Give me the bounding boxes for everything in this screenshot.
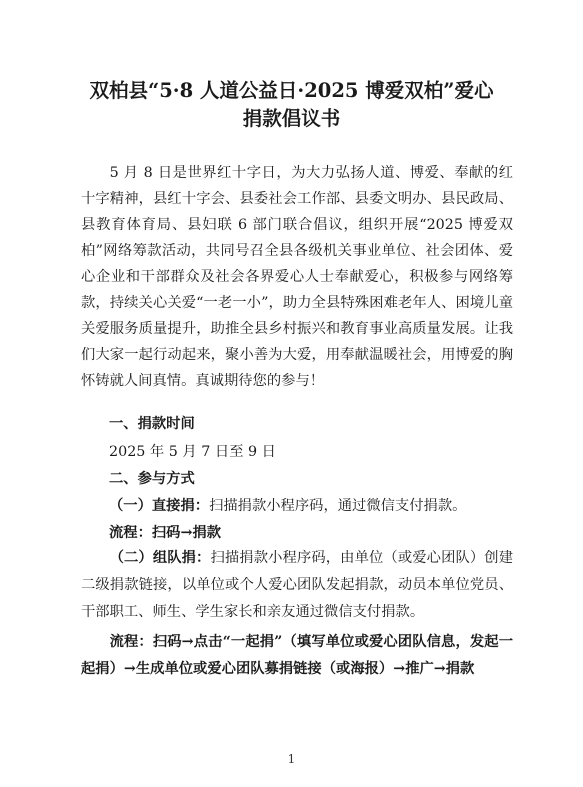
flow-1-label: 流程： — [109, 525, 152, 541]
section-1-heading: 一、捐款时间 — [109, 416, 195, 432]
item-1-text: 扫描捐款小程序码，通过微信支付捐款。 — [209, 498, 467, 514]
document-title-line-2: 捐款倡议书 — [242, 107, 341, 130]
item-2-label: （二）组队捐： — [109, 550, 211, 566]
item-2-text: 扫描捐款小程序码，由单位（或爱心团队）创建二级捐款链接，以单位或个人爱心团队发起捐款，动员本单位党员、干部职工、师生、学生家长和亲友通过微信支付捐款。 — [81, 550, 514, 620]
flow-1-text: 扫码→捐款 — [151, 525, 222, 541]
flow-2-text: 扫码→点击“一起捐”（填写单位或爱心团队信息，发起一起捐）→生成单位或爱心团队募捐链接（或海报）→推广→捐款 — [81, 634, 513, 677]
item-2 — [81, 545, 513, 626]
document-title-line-1: 双柏县“5·8 人道公益日·2025 博爱双柏”爱心 — [89, 79, 494, 102]
item-1 — [109, 494, 513, 518]
item-1-label: （一）直接捐： — [109, 498, 210, 514]
flow-2 — [81, 629, 513, 683]
flow-1 — [109, 521, 513, 545]
flow-2-label: 流程： — [109, 634, 153, 650]
intro-paragraph: 5 月 8 日是世界红十字日，为大力弘扬人道、博爱、奉献的红十字精神，县红十字会、县委社会工作部、县委文明办、县民政局、县教育体育局、县妇联 6 部门联合倡议，组织开展“2025 博爱双柏”网络筹款活动，共同号召全县各级机关事业单位、社会团体、爱心企业和干部群众及社会各界爱心人士奉献爱心，积极参与网络筹款，持续关心关爱“一老一小”，助力全县特殊困难老年人、困境儿童关爱服务质量提升，助推全县乡村振兴和教育事业高质量发展。让我们大家一起行动起来，聚小善为大爱，用奉献温暖社会，用博爱的胸怀铸就人间真情。真诚期待您的参与！ — [81, 165, 513, 389]
page-number: 1 — [287, 752, 296, 766]
donation-date: 2025 年 5 月 7 日至 9 日 — [109, 444, 276, 460]
section-2-heading: 二、参与方式 — [109, 471, 195, 487]
